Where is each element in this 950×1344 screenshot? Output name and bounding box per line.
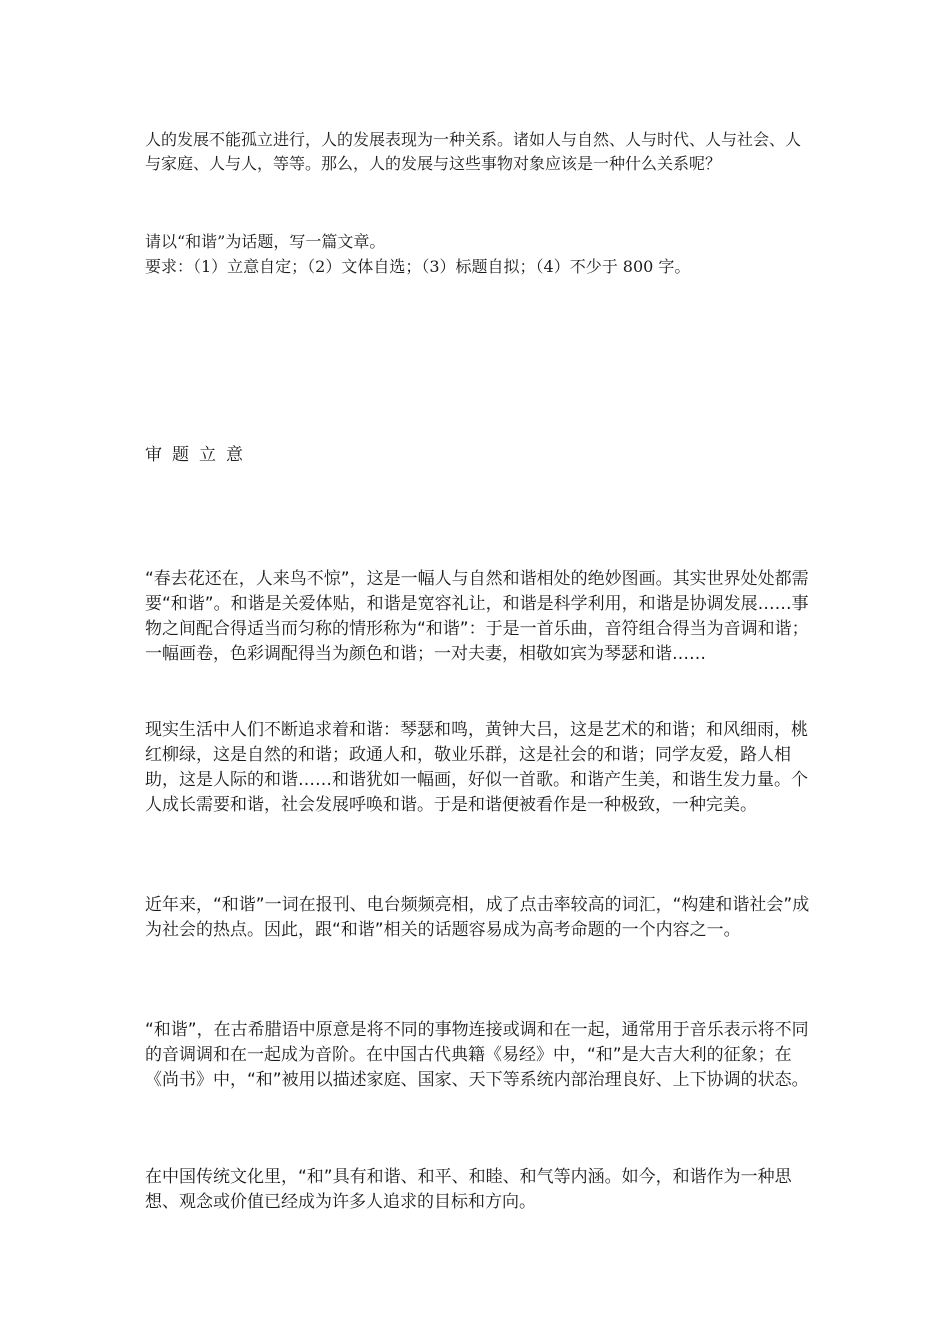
paragraph-2: 现实生活中人们不断追求着和谐：琴瑟和鸣，黄钟大吕，这是艺术的和谐；和风细雨，桃红柳绿，这是自然的和谐；政通人和，敬业乐群，这是社会的和谐；同学友爱，路人相助，这是人际的和谐……和谐犹如一幅画，好似一首歌。和谐产生美，和谐生发力量。个人成长需要和谐，社会发展呼唤和谐。于是和谐便被看作是一种极致，一种完美。 [145, 720, 808, 815]
prompt-requirements: 要求：（1）立意自定；（2）文体自选；（3）标题自拟；（4）不少于 800 字。 [145, 257, 691, 276]
paragraph-1: “春去花还在，人来鸟不惊”，这是一幅人与自然和谐相处的绝妙图画。其实世界处处都需要“和谐”。和谐是关爱体贴，和谐是宽容礼让，和谐是科学利用，和谐是协调发展……事物之间配合得适当而匀称的情形称为“和谐”：于是一首乐曲，音符组合得当为音调和谐；一幅画卷，色彩调配得当为颜色和谐；一对夫妻，相敬如宾为琴瑟和谐…… [145, 569, 809, 664]
section-heading: 审题立意 [145, 445, 253, 465]
prompt-task: 请以“和谐”为话题，写一篇文章。 [145, 232, 386, 251]
prompt-intro: 人的发展不能孤立进行，人的发展表现为一种关系。诸如人与自然、人与时代、人与社会、人与家庭、人与人，等等。那么，人的发展与这些事物对象应该是一种什么关系呢？ [145, 130, 802, 173]
paragraph-3: 近年来，“和谐”一词在报刊、电台频频亮相，成了点击率较高的词汇，“构建和谐社会”成为社会的热点。因此，跟“和谐”相关的话题容易成为高考命题的一个内容之一。 [145, 895, 810, 940]
paragraph-4: “和谐”，在古希腊语中原意是将不同的事物连接或调和在一起，通常用于音乐表示将不同的音调调和在一起成为音阶。在中国古代典籍《易经》中，“和”是大吉大利的征象；在《尚书》中，“和”被用以描述家庭、国家、天下等系统内部治理良好、上下协调的状态。 [145, 1020, 809, 1090]
paragraph-5: 在中国传统文化里，“和”具有和谐、和平、和睦、和气等内涵。如今，和谐作为一种思想、观念或价值已经成为许多人追求的目标和方向。 [145, 1167, 792, 1212]
